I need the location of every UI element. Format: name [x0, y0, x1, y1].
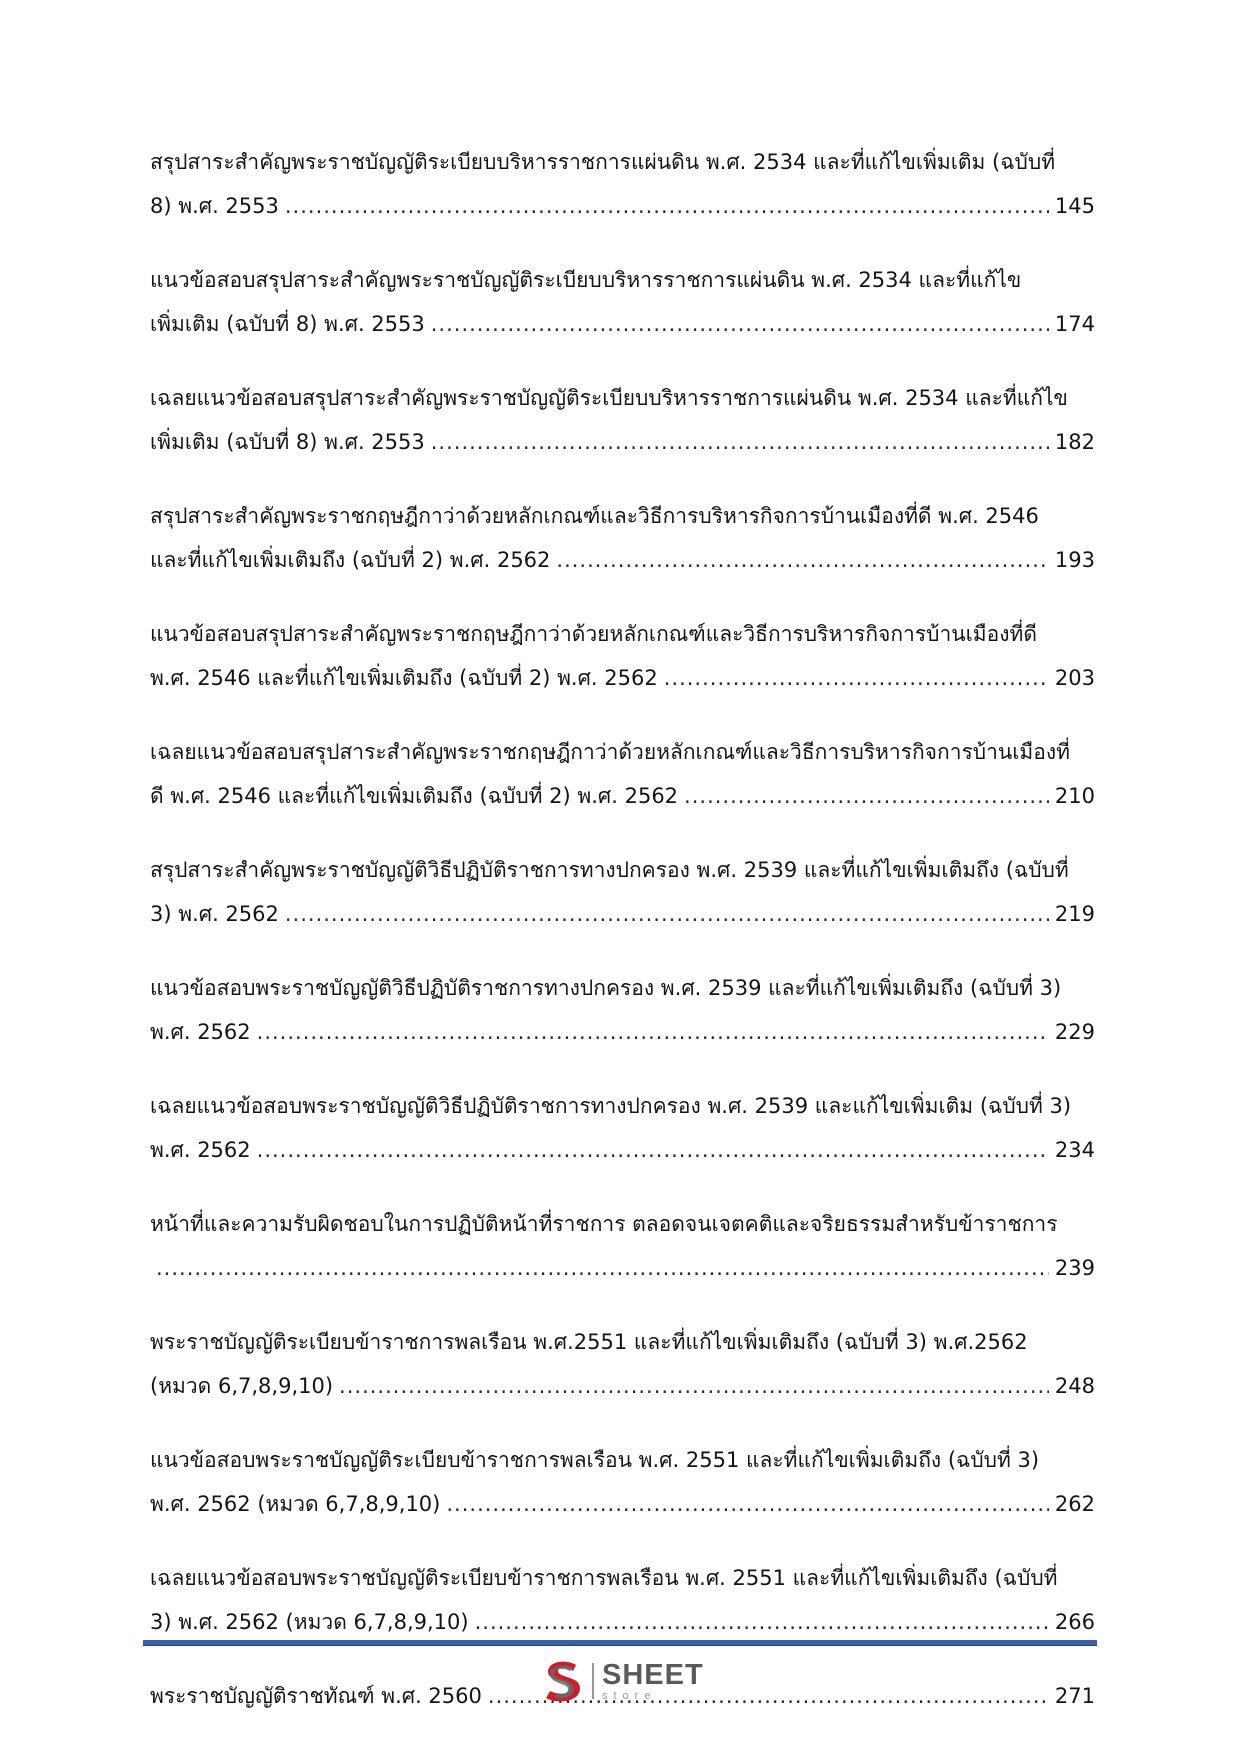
- brand-sub: store: [602, 1689, 657, 1702]
- toc-entry[interactable]: [150, 1438, 1095, 1526]
- toc-entry[interactable]: [150, 730, 1095, 818]
- toc-entry-line: [150, 1482, 1095, 1526]
- toc-entry-title-continued: พ.ศ. 2562 (หมวด 6,7,8,9,10): [150, 1492, 441, 1516]
- toc-entry-line: [150, 1600, 1095, 1644]
- dot-leader: [339, 1364, 1049, 1408]
- toc-page-number: 203: [1054, 666, 1095, 690]
- toc-entry[interactable]: [150, 494, 1095, 582]
- dot-leader: [684, 774, 1049, 818]
- dot-leader: [556, 538, 1049, 582]
- toc-entry-title: แนวข้อสอบพระราชบัญญัติวิธีปฏิบัติราชการทางปกครอง พ.ศ. 2539 และที่แก้ไขเพิ่มเติมถึง (ฉบับที่ 3): [150, 976, 1062, 1000]
- toc-entry-line: [150, 1364, 1095, 1408]
- toc-page-number: 266: [1054, 1610, 1095, 1634]
- dot-leader: [431, 302, 1049, 346]
- toc-entry-title: แนวข้อสอบสรุปสาระสำคัญพระราชบัญญัติระเบียบบริหารราชการแผ่นดิน พ.ศ. 2534 และที่แก้ไข: [150, 268, 1022, 292]
- toc-page-number: 271: [1054, 1684, 1095, 1708]
- toc-entry[interactable]: [150, 848, 1095, 936]
- toc-entry-title-continued: เพิ่มเติม (ฉบับที่ 8) พ.ศ. 2553: [150, 430, 425, 454]
- toc-entry-title-continued: เพิ่มเติม (ฉบับที่ 8) พ.ศ. 2553: [150, 312, 425, 336]
- table-of-contents: [150, 140, 1095, 1748]
- toc-entry-line: [150, 774, 1095, 818]
- toc-entry-title: แนวข้อสอบสรุปสาระสำคัญพระราชกฤษฎีกาว่าด้วยหลักเกณฑ์และวิธีการบริหารกิจการบ้านเมืองที่ดี: [150, 622, 1037, 646]
- toc-entry-title-continued: พ.ศ. 2546 และที่แก้ไขเพิ่มเติมถึง (ฉบับที่ 2) พ.ศ. 2562: [150, 666, 658, 690]
- toc-entry[interactable]: [150, 258, 1095, 346]
- toc-entry-line: [150, 892, 1095, 936]
- toc-entry-title: สรุปสาระสำคัญพระราชบัญญัติวิธีปฏิบัติราชการทางปกครอง พ.ศ. 2539 และที่แก้ไขเพิ่มเติมถึง (ฉบับที่: [150, 858, 1069, 882]
- footer-rule: [143, 1640, 1097, 1646]
- toc-entry-line: [150, 656, 1095, 700]
- dot-leader: [431, 420, 1049, 464]
- brand-words: [602, 1658, 704, 1702]
- dot-leader: [285, 184, 1049, 228]
- brand-name: SHEET: [602, 1658, 704, 1691]
- toc-entry-line: [150, 184, 1095, 228]
- toc-page-number: 193: [1054, 548, 1095, 572]
- toc-entry-title: เฉลยแนวข้อสอบพระราชบัญญัติระเบียบข้าราชการพลเรือน พ.ศ. 2551 และที่แก้ไขเพิ่มเติมถึง (ฉบับที่: [150, 1566, 1058, 1590]
- toc-entry-line: [150, 1246, 1095, 1290]
- toc-entry-title: เฉลยแนวข้อสอบสรุปสาระสำคัญพระราชกฤษฎีกาว่าด้วยหลักเกณฑ์และวิธีการบริหารกิจการบ้านเมืองที่: [150, 740, 1070, 764]
- toc-entry-title: เฉลยแนวข้อสอบพระราชบัญญัติวิธีปฏิบัติราชการทางปกครอง พ.ศ. 2539 และแก้ไขเพิ่มเติม (ฉบับที่ 3): [150, 1094, 1072, 1118]
- dot-leader: [446, 1482, 1049, 1526]
- toc-entry-title: พระราชบัญญัติระเบียบข้าราชการพลเรือน พ.ศ.2551 และที่แก้ไขเพิ่มเติมถึง (ฉบับที่ 3) พ.ศ.2562: [150, 1330, 1028, 1354]
- toc-entry-title-continued: 3) พ.ศ. 2562: [150, 902, 279, 926]
- toc-entry-title-continued: พ.ศ. 2562: [150, 1138, 251, 1162]
- toc-entry-line: [150, 1010, 1095, 1054]
- dot-leader: [257, 1128, 1049, 1172]
- toc-entry-title-continued: ดี พ.ศ. 2546 และที่แก้ไขเพิ่มเติมถึง (ฉบับที่ 2) พ.ศ. 2562: [150, 784, 679, 808]
- toc-entry[interactable]: [150, 1556, 1095, 1644]
- dot-leader: [257, 1010, 1049, 1054]
- toc-page-number: 174: [1054, 312, 1095, 336]
- toc-entry-line: [150, 538, 1095, 582]
- toc-entry-line: [150, 302, 1095, 346]
- toc-page-number: 229: [1054, 1020, 1095, 1044]
- toc-entry-title: หน้าที่และความรับผิดชอบในการปฏิบัติหน้าที่ราชการ ตลอดจนเจตคติและจริยธรรมสำหรับข้าราชการ: [150, 1212, 1058, 1236]
- toc-entry-line: [150, 1128, 1095, 1172]
- toc-page-number: 234: [1054, 1138, 1095, 1162]
- toc-entry-title-continued: (หมวด 6,7,8,9,10): [150, 1374, 334, 1398]
- toc-entry-title: เฉลยแนวข้อสอบสรุปสาระสำคัญพระราชบัญญัติระเบียบบริหารราชการแผ่นดิน พ.ศ. 2534 และที่แก้ไข: [150, 386, 1068, 410]
- toc-entry-title-continued: 3) พ.ศ. 2562 (หมวด 6,7,8,9,10): [150, 1610, 469, 1634]
- toc-entry-title: สรุปสาระสำคัญพระราชกฤษฎีกาว่าด้วยหลักเกณฑ์และวิธีการบริหารกิจการบ้านเมืองที่ดี พ.ศ. 2546: [150, 504, 1039, 528]
- toc-entry[interactable]: [150, 966, 1095, 1054]
- dot-leader: [285, 892, 1049, 936]
- toc-entry[interactable]: [150, 1084, 1095, 1172]
- toc-entry[interactable]: [150, 612, 1095, 700]
- dot-leader: [475, 1600, 1049, 1644]
- toc-entry-title: สรุปสาระสำคัญพระราชบัญญัติระเบียบบริหารราชการแผ่นดิน พ.ศ. 2534 และที่แก้ไขเพิ่มเติม (ฉบับที่: [150, 150, 1056, 174]
- toc-page-number: 145: [1054, 194, 1095, 218]
- toc-entry[interactable]: [150, 1202, 1095, 1290]
- toc-entry-title-continued: 8) พ.ศ. 2553: [150, 194, 279, 218]
- toc-entry[interactable]: [150, 1320, 1095, 1408]
- toc-entry-title-continued: พ.ศ. 2562: [150, 1020, 251, 1044]
- toc-page-number: 210: [1054, 784, 1095, 808]
- toc-entry-line: [150, 420, 1095, 464]
- toc-entry[interactable]: [150, 376, 1095, 464]
- dot-leader: [664, 656, 1049, 700]
- dot-leader: [156, 1246, 1049, 1290]
- toc-page-number: 219: [1054, 902, 1095, 926]
- sheet-store-logo-icon: [540, 1657, 586, 1705]
- toc-entry[interactable]: [150, 140, 1095, 228]
- toc-page-number: 248: [1054, 1374, 1095, 1398]
- toc-page-number: 182: [1054, 430, 1095, 454]
- toc-page-number: 239: [1054, 1256, 1095, 1280]
- brand-logo: [540, 1655, 704, 1707]
- toc-entry-title: แนวข้อสอบพระราชบัญญัติระเบียบข้าราชการพลเรือน พ.ศ. 2551 และที่แก้ไขเพิ่มเติมถึง (ฉบับที่ 3): [150, 1448, 1040, 1472]
- toc-page-number: 262: [1054, 1492, 1095, 1516]
- toc-entry-title-continued: พระราชบัญญัติราชทัณฑ์ พ.ศ. 2560: [150, 1684, 482, 1708]
- brand-divider: [592, 1663, 594, 1699]
- toc-entry-title-continued: และที่แก้ไขเพิ่มเติมถึง (ฉบับที่ 2) พ.ศ. 2562: [150, 548, 551, 572]
